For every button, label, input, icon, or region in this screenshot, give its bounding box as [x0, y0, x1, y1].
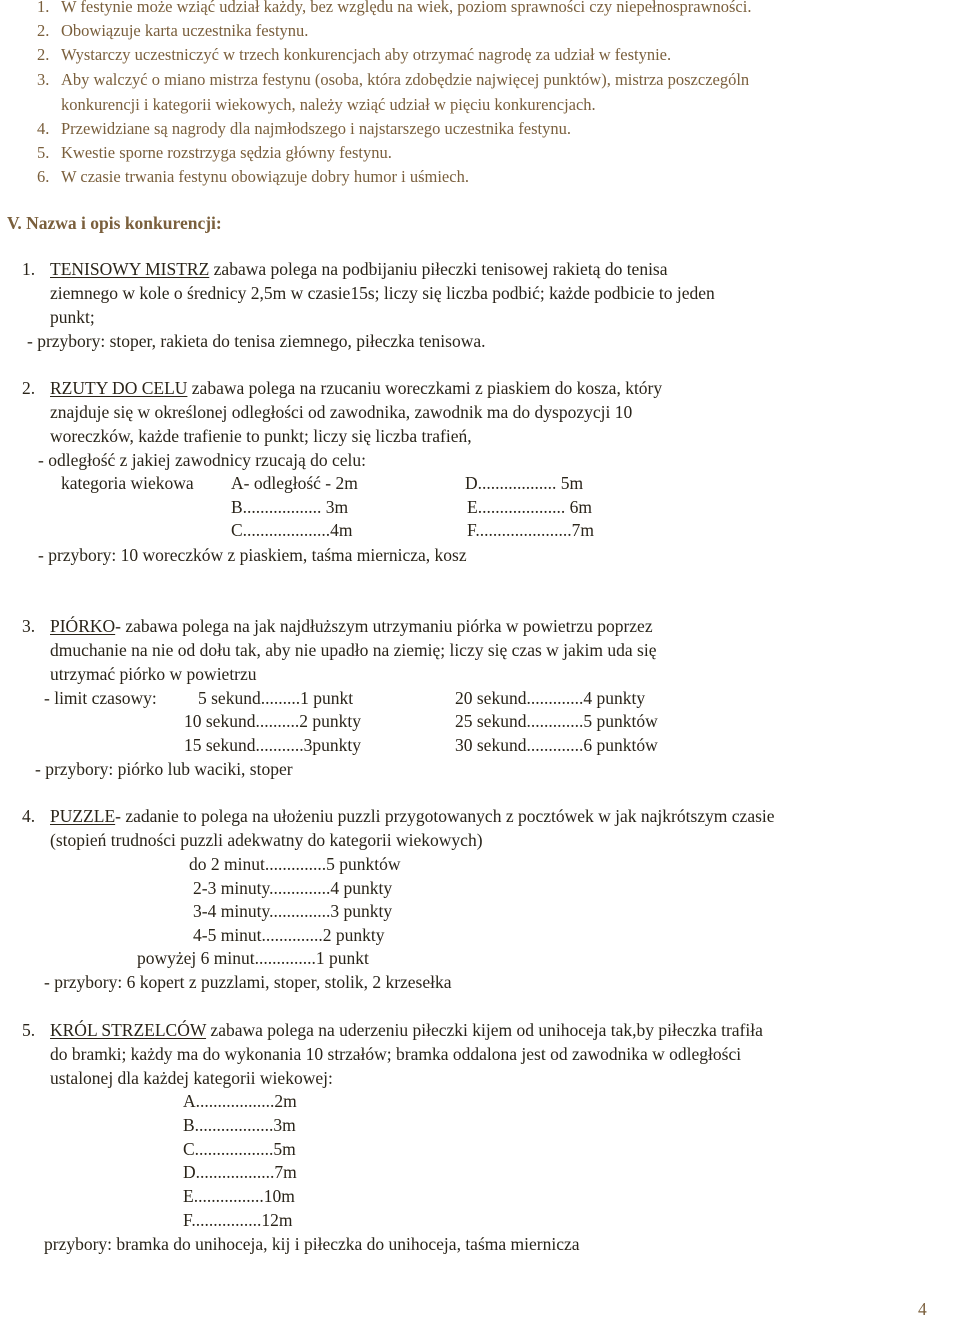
- distance-b: B.................. 3m: [231, 497, 349, 517]
- rule-number: 3.: [37, 70, 50, 89]
- competition-description: zabawa polega na podbijaniu piłeczki tenisowej rakietą do tenisa: [209, 259, 668, 279]
- rule-number: 5.: [37, 143, 50, 162]
- category-label: kategoria wiekowa: [61, 473, 194, 493]
- score-right-3: 30 sekund.............6 punktów: [455, 735, 658, 755]
- competition-2-line-3: woreczków, każde trafienie to punkt; liczy się liczba trafień,: [50, 426, 472, 446]
- score-left-1: 5 sekund.........1 punkt: [198, 688, 354, 708]
- score-right-2: 25 sekund.............5 punktów: [455, 711, 658, 731]
- distance-e: E.................... 6m: [467, 497, 592, 517]
- competition-5-line-3: ustalonej dla każdej kategorii wiekowej:: [50, 1068, 333, 1088]
- competition-5-line-2: do bramki; każdy ma do wykonania 10 strzałów; bramka oddalona jest od zawodnika w odległości: [50, 1044, 742, 1064]
- competition-number: 2.: [22, 378, 36, 398]
- competition-5-equipment: przybory: bramka do unihoceja, kij i piłeczka do unihoceja, taśma miernicza: [44, 1234, 580, 1254]
- rule-text: Kwestie sporne rozstrzyga sędzia główny festynu.: [61, 143, 392, 162]
- competition-3-line-2: dmuchanie na nie od dołu tak, aby nie upadło na ziemię; liczy się czas w jakim uda się: [50, 640, 657, 660]
- competition-1-line-2: ziemnego w kole o średnicy 2,5m w czasie15s; liczy się liczba podbić; każde podbicie to jeden: [50, 283, 715, 303]
- competition-name: PUZZLE: [50, 806, 116, 826]
- competition-1-equipment: - przybory: stoper, rakieta do tenisa ziemnego, piłeczka tenisowa.: [27, 331, 486, 351]
- score-left-3: 15 sekund...........3punkty: [184, 735, 361, 755]
- competition-name: RZUTY DO CELU: [50, 378, 188, 398]
- rule-text: Aby walczyć o miano mistrza festynu (osoba, która zdobędzie najwięcej punktów), mistrza poszczególn: [61, 70, 750, 89]
- rule-text: konkurencji i kategorii wiekowych, należy wziąć udział w pięciu konkurencjach.: [61, 95, 596, 114]
- shot-distance-d: D..................7m: [183, 1162, 297, 1182]
- time-limit-label: - limit czasowy:: [44, 688, 157, 708]
- distance-a: A- odległość - 2m: [231, 473, 358, 493]
- distance-c: C....................4m: [231, 520, 353, 540]
- competition-3-equipment: - przybory: piórko lub waciki, stoper: [35, 759, 293, 779]
- competition-4-equipment: - przybory: 6 kopert z puzzlami, stoper, stolik, 2 krzesełka: [44, 972, 452, 992]
- shot-distance-e: E................10m: [183, 1186, 295, 1206]
- rule-5: [37, 119, 571, 139]
- competition-2-distance-label: - odległość z jakiej zawodnicy rzucają do celu:: [38, 450, 366, 470]
- rule-3: [37, 45, 672, 65]
- puzzle-score-3: 3-4 minuty..............3 punkty: [193, 901, 393, 921]
- competition-name: PIÓRKO: [50, 616, 116, 636]
- rule-4: [37, 70, 750, 90]
- competition-description: zabawa polega na rzucaniu woreczkami z piaskiem do kosza, który: [187, 378, 663, 398]
- competition-description: zabawa polega na uderzeniu piłeczki kijem od unihoceja tak,by piłeczka trafiła: [206, 1020, 763, 1040]
- puzzle-score-2: 2-3 minuty..............4 punkty: [193, 878, 393, 898]
- puzzle-score-4: 4-5 minut..............2 punkty: [193, 925, 385, 945]
- competition-4-line-1: [22, 806, 775, 827]
- rule-6: [37, 143, 392, 163]
- rule-number: 6.: [37, 167, 50, 186]
- competition-number: 5.: [22, 1020, 36, 1040]
- rule-7: [37, 167, 469, 187]
- competition-2-line-2: znajduje się w określonej odległości od zawodnika, zawodnik ma do dyspozycji 10: [50, 402, 633, 422]
- competition-3-line-1: [22, 616, 653, 637]
- rule-text: Obowiązuje karta uczestnika festynu.: [61, 21, 309, 40]
- distance-d: D.................. 5m: [465, 473, 584, 493]
- competition-number: 3.: [22, 616, 36, 636]
- score-left-2: 10 sekund..........2 punkty: [184, 711, 361, 731]
- rule-text: Przewidziane są nagrody dla najmłodszego i najstarszego uczestnika festynu.: [61, 119, 571, 138]
- shot-distance-a: A..................2m: [183, 1091, 297, 1111]
- rule-text: W czasie trwania festynu obowiązuje dobry humor i uśmiech.: [61, 167, 469, 186]
- score-right-1: 20 sekund.............4 punkty: [455, 688, 646, 708]
- rule-text: Wystarczy uczestniczyć w trzech konkurencjach aby otrzymać nagrodę za udział w festynie.: [61, 45, 672, 64]
- competition-2-equipment: - przybory: 10 woreczków z piaskiem, taśma miernicza, kosz: [38, 545, 467, 565]
- competition-2-line-1: [22, 378, 663, 399]
- competition-number: 4.: [22, 806, 36, 826]
- competition-4-line-2: (stopień trudności puzzli adekwatny do kategorii wiekowych): [50, 830, 483, 850]
- shot-distance-c: C..................5m: [183, 1139, 296, 1159]
- competition-number: 1.: [22, 259, 36, 279]
- rule-number: 1.: [37, 0, 50, 16]
- rule-text: W festynie może wziąć udział każdy, bez względu na wiek, poziom sprawności czy niepełnosprawności.: [61, 0, 752, 16]
- competition-name: TENISOWY MISTRZ: [50, 259, 210, 279]
- competition-3-line-3: utrzymać piórko w powietrzu: [50, 664, 257, 684]
- competition-1-line-1: [22, 259, 668, 280]
- competition-name: KRÓL STRZELCÓW: [50, 1020, 207, 1040]
- rule-2: [37, 21, 309, 41]
- section-heading: V. Nazwa i opis konkurencji:: [7, 213, 222, 233]
- competition-1-line-3: punkt;: [50, 307, 95, 327]
- rule-number: 2.: [37, 21, 50, 40]
- rule-number: 4.: [37, 119, 50, 138]
- rule-number: 2.: [37, 45, 50, 64]
- page-number: 4: [918, 1299, 927, 1319]
- shot-distance-f: F................12m: [183, 1210, 293, 1230]
- puzzle-score-1: do 2 minut..............5 punktów: [189, 854, 401, 874]
- shot-distance-b: B..................3m: [183, 1115, 296, 1135]
- rule-4-continued: [61, 95, 596, 115]
- puzzle-score-5: powyżej 6 minut..............1 punkt: [137, 948, 369, 968]
- competition-description: - zabawa polega na jak najdłuższym utrzymaniu piórka w powietrzu poprzez: [115, 616, 653, 636]
- competition-description: - zadanie to polega na ułożeniu puzzli przygotowanych z pocztówek w jak najkrótszym czasie: [115, 806, 775, 826]
- competition-5-line-1: [22, 1020, 763, 1041]
- distance-f: F......................7m: [467, 520, 594, 540]
- rule-1: [37, 0, 752, 17]
